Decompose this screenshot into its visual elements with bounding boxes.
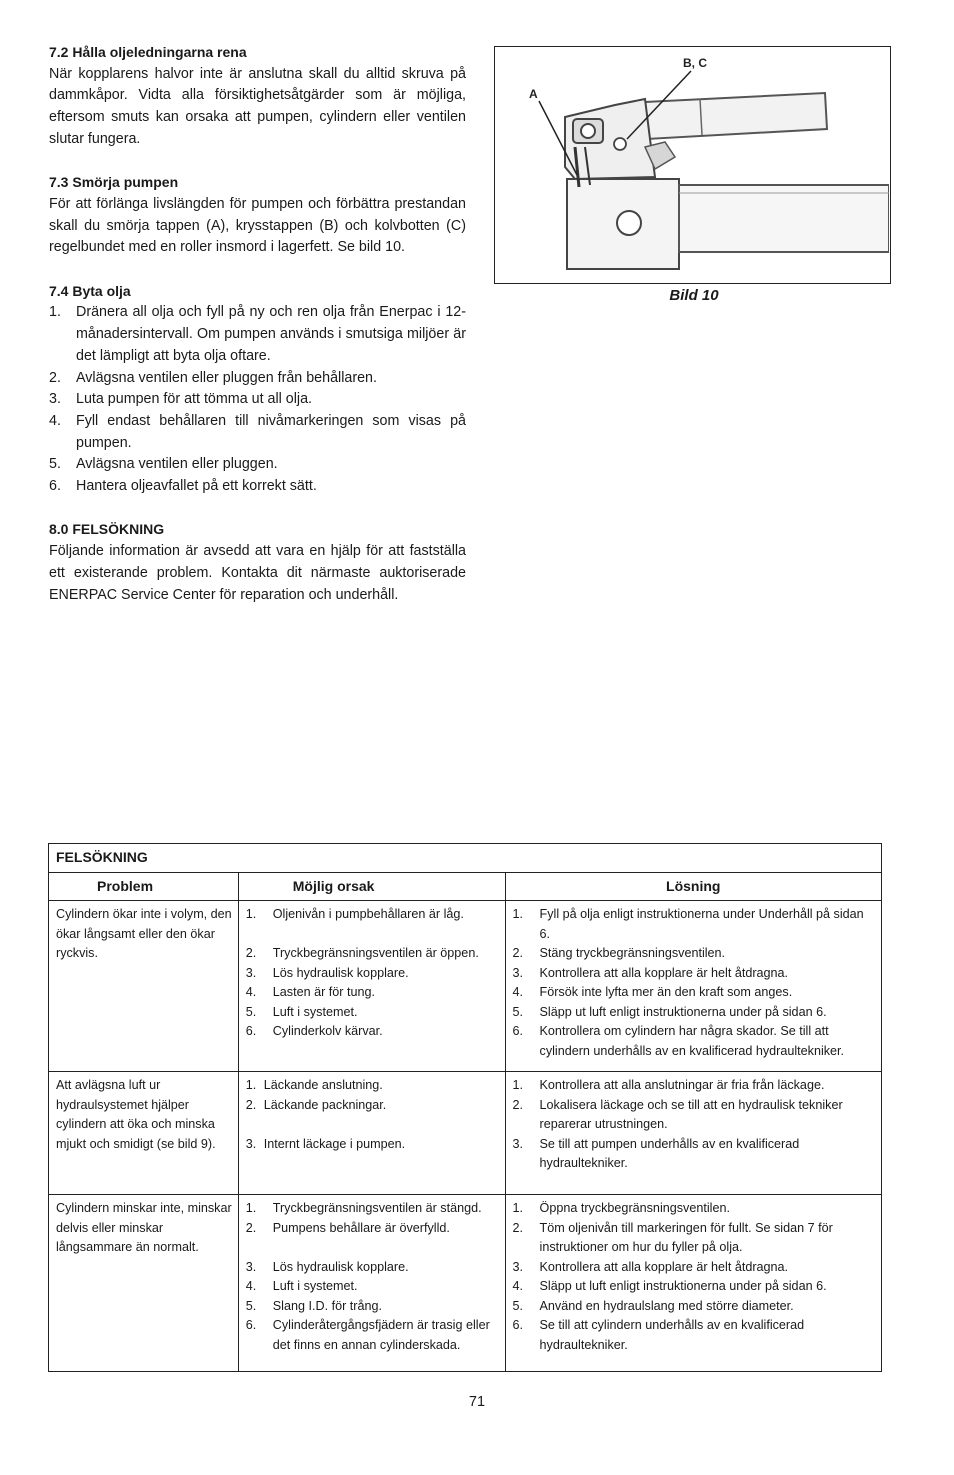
item-text: Internt läckage i pumpen. [263,1136,406,1151]
item-text: Kontrollera att alla kopplare är helt åtdragna. [539,965,789,980]
solution-item [513,1258,874,1278]
section-heading: 8.0 FELSÖKNING [49,521,165,538]
cause-item [246,1003,498,1023]
item-number: 1. [512,1078,524,1092]
cause-item [246,1076,498,1096]
item-number: 4. [512,985,524,999]
item-text: Stäng tryckbegränsningsventilen. [539,946,726,960]
solution-item [513,964,874,984]
list-text: Avlägsna ventilen eller pluggen från behållaren. [76,369,377,386]
list-item [49,302,466,367]
cause-cell [238,1072,505,1195]
cause-item [246,1199,498,1219]
item-text: Tryckbegränsningsventilen är öppen. [272,946,479,960]
table-row [49,1072,882,1195]
item-text: Töm oljenivån till markeringen för fullt. Se sidan 7 för instruktioner om hur du fyller på olja. [539,1220,833,1254]
list-text: Luta pumpen för att tömma ut all olja. [76,391,313,408]
item-text: Luft i systemet. [272,1279,358,1293]
section-paragraph: Följande information är avsedd att vara en hjälp för att fastställa ett existerande problem. Kontakta dit närmaste auktoriserade ENERPAC Service Center för reparation och underhåll. [49,543,466,603]
header-cause: Möjlig orsak [238,872,505,901]
item-text: Cylinderåtergångsfjädern är trasig eller det finns en annan cylinderskada. [272,1318,490,1352]
list-item [49,368,466,390]
item-text: Tryckbegränsningsventilen är stängd. [272,1201,482,1215]
list-number: 4. [49,412,61,429]
solution-item [513,983,874,1003]
troubleshooting-table [48,843,882,1372]
section-8-0 [49,519,466,606]
item-text: Lokalisera läckage och se till att en hydraulisk tekniker reparerar utrustningen. [539,1097,843,1131]
cause-item [246,1316,498,1355]
figure-label-a: A [529,87,538,101]
item-number: 5. [245,1004,257,1019]
item-number: 5. [512,1298,524,1313]
cause-cell [238,901,505,1072]
section-7-3 [49,172,466,259]
item-number: 1. [245,1201,257,1215]
header-solution: Lösning [505,872,881,901]
solution-item [513,1199,874,1219]
solution-item [513,1096,874,1135]
list-item [49,454,466,476]
item-number: 5. [245,1298,257,1313]
cause-item [246,964,498,984]
section-paragraph: För att förlänga livslängden för pumpen och förbättra prestandan skall du smörja tappen (A), krysstappen (B) och kolvbotten (C) regelbundet med en roller insmord i lagerfett. Se bild 10. [49,195,466,256]
solution-item [513,1076,874,1096]
item-text: Pumpens behållare är överfylld. [272,1220,450,1235]
item-number: 2. [512,1220,524,1235]
item-number: 3. [245,1136,257,1151]
item-text: Kontrollera om cylindern har några skador. Se till att cylindern underhålls av en kvalificerad hydraultekniker. [539,1024,845,1058]
page-number: 71 [468,1394,486,1410]
cause-item [246,1096,498,1116]
item-number: 3. [245,965,257,980]
cause-item [246,1297,498,1317]
item-text: Lös hydraulisk kopplare. [272,1259,409,1274]
list-number: 6. [49,478,61,495]
item-text: Försök inte lyfta mer än den kraft som anges. [539,985,793,999]
cause-item [246,1022,498,1042]
problem-cell: Att avlägsna luft ur hydraulsystemet hjälper cylindern att öka och minska mjukt och smidigt (se bild 9). [49,1072,239,1195]
list-text: Avlägsna ventilen eller pluggen. [76,456,278,473]
figure-caption: Bild 10 [669,287,719,304]
item-number: 3. [245,1259,257,1274]
item-number: 5. [512,1004,524,1019]
item-number: 2. [245,1097,257,1112]
item-text: Lasten är för tung. [272,985,375,999]
item-text: Slang I.D. för trång. [272,1298,382,1313]
item-number: 3. [512,965,524,980]
header-problem: Problem [49,872,239,901]
item-text: Använd en hydraulslang med större diameter. [539,1298,794,1313]
item-number: 1. [512,1201,524,1215]
item-number: 6. [512,1024,524,1038]
item-number: 3. [512,1136,524,1151]
item-number: 4. [512,1279,524,1293]
section-7-2 [49,42,466,151]
cause-item [246,1219,498,1239]
numbered-list [49,302,466,497]
left-column [49,42,466,628]
pump-figure [494,46,891,284]
section-heading: 7.4 Byta olja [49,282,131,299]
list-number: 2. [49,369,61,386]
item-number: 2. [245,1220,257,1235]
section-heading: 7.3 Smörja pumpen [49,174,179,191]
table-header-row [49,872,882,901]
table-title: FELSÖKNING [49,844,882,873]
item-text: Läckande packningar. [263,1097,387,1112]
item-text: Kontrollera att alla anslutningar är fria från läckage. [539,1078,825,1092]
pump-drawing [495,47,889,282]
problem-cell: Cylindern minskar inte, minskar delvis eller minskar långsammare än normalt. [49,1195,239,1372]
solution-item [513,1135,874,1174]
list-item [49,411,466,454]
list-text: Fyll endast behållaren till nivåmarkeringen som visas på pumpen. [76,412,466,451]
item-number: 4. [245,1279,257,1293]
solution-cell [505,901,881,1072]
figure-label-bc: B, C [683,56,707,70]
item-number: 2. [512,1097,524,1112]
list-number: 5. [49,456,61,473]
section-7-4 [49,281,466,498]
item-text: Lös hydraulisk kopplare. [272,965,409,980]
list-text: Dränera all olja och fyll på ny och ren olja från Enerpac i 12-månadersintervall. Om pumpen används i smutsiga miljöer är det lämpligt att byta olja oftare. [76,304,466,364]
list-number: 1. [49,304,61,321]
solution-item [513,1022,874,1061]
item-number: 6. [245,1318,257,1332]
item-text: Släpp ut luft enligt instruktionerna under på sidan 6. [539,1004,827,1019]
item-number: 2. [512,946,524,960]
problem-cell: Cylindern ökar inte i volym, den ökar långsamt eller den ökar ryckvis. [49,901,239,1072]
solution-item [513,1277,874,1297]
cause-item [246,983,498,1003]
item-text: Kontrollera att alla kopplare är helt åtdragna. [539,1259,789,1274]
section-heading: 7.2 Hålla oljeledningarna rena [49,44,247,60]
list-number: 3. [49,391,61,408]
cause-item [246,944,498,964]
cause-item [246,1135,498,1155]
solution-item [513,905,874,944]
item-number: 4. [245,985,257,999]
list-item [49,476,466,498]
list-text: Hantera oljeavfallet på ett korrekt sätt. [76,478,317,495]
table-row [49,901,882,1072]
item-number: 3. [512,1259,524,1274]
item-text: Oljenivån i pumpbehållaren är låg. [272,907,464,921]
cause-item [246,905,498,925]
item-number: 1. [245,1078,257,1092]
item-text: Luft i systemet. [272,1004,358,1019]
item-text: Öppna tryckbegränsningsventilen. [539,1201,730,1215]
item-text: Läckande anslutning. [263,1078,383,1092]
solution-item [513,1316,874,1355]
cause-item [246,1258,498,1278]
item-text: Fyll på olja enligt instruktionerna under Underhåll på sidan 6. [539,907,864,941]
solution-item [513,944,874,964]
item-text: Cylinderkolv kärvar. [272,1024,383,1038]
item-number: 1. [512,907,524,921]
cause-cell [238,1195,505,1372]
table-row [49,1195,882,1372]
item-text: Släpp ut luft enligt instruktionerna under på sidan 6. [539,1279,827,1293]
section-paragraph: När kopplarens halvor inte är anslutna skall du alltid skruva på dammkåpor. Vidta alla försiktighetsåtgärder som är möjliga, eftersom smuts kan orsaka att pumpen, cylindern eller ventilen slutar fungera. [49,65,466,147]
item-text: Se till att pumpen underhålls av en kvalificerad hydraultekniker. [539,1136,800,1170]
solution-cell [505,1072,881,1195]
item-number: 1. [245,907,257,921]
item-text: Se till att cylindern underhålls av en kvalificerad hydraultekniker. [539,1318,805,1352]
solution-cell [505,1195,881,1372]
solution-item [513,1219,874,1258]
item-number: 6. [512,1318,524,1332]
cause-item [246,1277,498,1297]
item-number: 2. [245,946,257,960]
item-number: 6. [245,1024,257,1038]
solution-item [513,1003,874,1023]
solution-item [513,1297,874,1317]
list-item [49,389,466,411]
